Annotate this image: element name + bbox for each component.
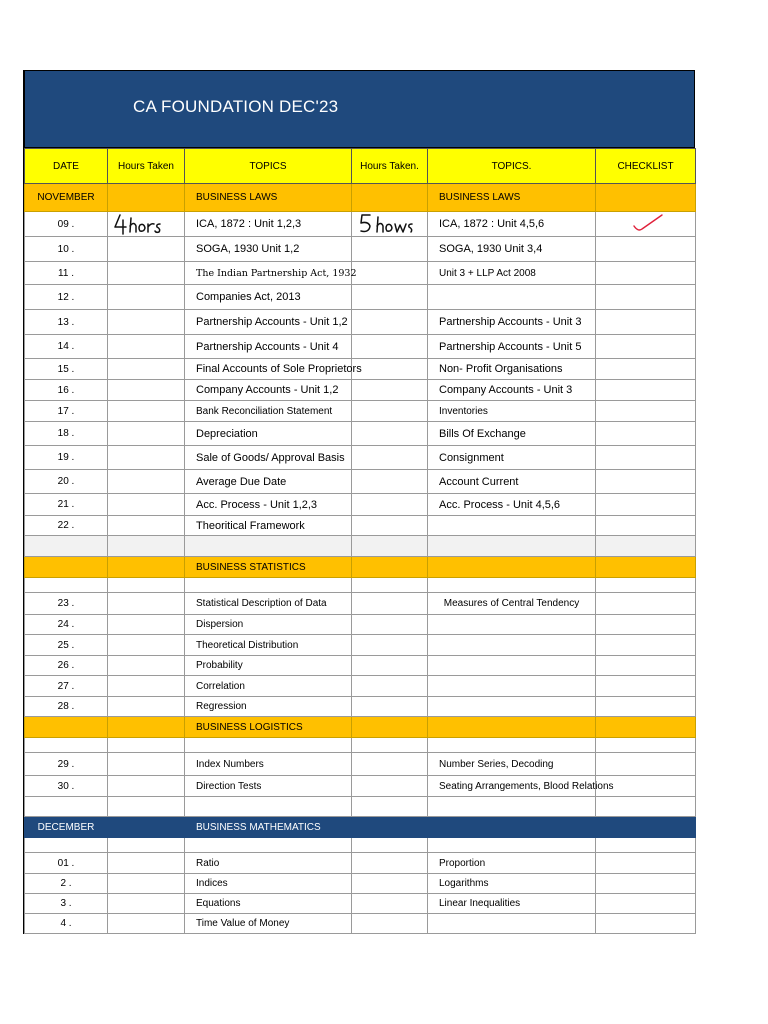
table-row [25, 874, 696, 894]
date-cell: 10 . [25, 237, 108, 262]
checklist-cell [596, 578, 696, 593]
hours-cell-2 [352, 593, 428, 615]
date-cell: 12 . [25, 285, 108, 310]
table-row [25, 697, 696, 717]
planner-sheet [23, 70, 695, 934]
hours-cell-2 [352, 717, 428, 738]
table-row [25, 776, 696, 797]
topic-cell: Partnership Accounts - Unit 4 [185, 335, 352, 359]
table-row [25, 422, 696, 446]
topic-cell-2: Linear Inequalities [428, 894, 596, 914]
hours-cell-2 [352, 635, 428, 656]
topic-cell: Indices [185, 874, 352, 894]
checklist-cell [596, 516, 696, 536]
date-cell [25, 578, 108, 593]
topic-cell: Correlation [185, 676, 352, 697]
hours-cell-2 [352, 853, 428, 874]
date-cell: 4 . [25, 914, 108, 934]
checklist-cell [596, 753, 696, 776]
hours-cell-2 [352, 285, 428, 310]
date-cell [25, 717, 108, 738]
hours-cell-2 [352, 359, 428, 380]
topic-cell-2 [428, 676, 596, 697]
topic-cell-2 [428, 738, 596, 753]
date-cell: NOVEMBER [25, 184, 108, 212]
date-cell: 3 . [25, 894, 108, 914]
date-cell: 15 . [25, 359, 108, 380]
date-cell: 18 . [25, 422, 108, 446]
topic-cell [185, 536, 352, 557]
topic-cell: Statistical Description of Data [185, 593, 352, 615]
hours-cell-2 [352, 262, 428, 285]
table-row [25, 380, 696, 401]
hours-cell-2 [352, 335, 428, 359]
table-row [25, 635, 696, 656]
checklist-cell [596, 335, 696, 359]
checkmark-icon [630, 212, 670, 236]
hours-cell-2 [352, 615, 428, 635]
header-checklist: CHECKLIST [596, 149, 696, 184]
topic-cell-2: BUSINESS LAWS [428, 184, 596, 212]
hours-cell-2 [352, 401, 428, 422]
checklist-cell [596, 446, 696, 470]
topic-cell [185, 797, 352, 817]
hours-cell [108, 212, 185, 237]
hours-cell [108, 738, 185, 753]
topic-cell-2 [428, 516, 596, 536]
topic-cell: BUSINESS MATHEMATICS [185, 817, 352, 838]
table-row [25, 516, 696, 536]
topic-cell-2: Unit 3 + LLP Act 2008 [428, 262, 596, 285]
date-cell: DECEMBER [25, 817, 108, 838]
handwritten-hours-2 [356, 212, 418, 236]
checklist-cell [596, 494, 696, 516]
topic-cell-2: Proportion [428, 853, 596, 874]
table-row [25, 212, 696, 237]
table-row [25, 753, 696, 776]
hours-cell [108, 697, 185, 717]
topic-cell-2: Non- Profit Organisations [428, 359, 596, 380]
hours-cell-2 [352, 212, 428, 237]
topic-cell: Theoretical Distribution [185, 635, 352, 656]
checklist-cell [596, 422, 696, 446]
hours-cell [108, 615, 185, 635]
checklist-cell [596, 557, 696, 578]
topic-cell-2 [428, 285, 596, 310]
topic-cell-2: Inventories [428, 401, 596, 422]
table-row [25, 359, 696, 380]
hours-cell [108, 335, 185, 359]
hours-cell [108, 557, 185, 578]
table-row [25, 797, 696, 817]
topic-cell: Companies Act, 2013 [185, 285, 352, 310]
topic-cell-2: Measures of Central Tendency [428, 593, 596, 615]
date-cell: 01 . [25, 853, 108, 874]
date-cell: 13 . [25, 310, 108, 335]
topic-cell-2 [428, 797, 596, 817]
topic-cell: BUSINESS STATISTICS [185, 557, 352, 578]
table-row [25, 262, 696, 285]
hours-cell-2 [352, 874, 428, 894]
topic-cell: Final Accounts of Sole Proprietors [185, 359, 352, 380]
hours-cell [108, 874, 185, 894]
topic-cell: Equations [185, 894, 352, 914]
table-row [25, 401, 696, 422]
topic-cell-2 [428, 536, 596, 557]
hours-cell [108, 536, 185, 557]
topic-cell-2: Consignment [428, 446, 596, 470]
topic-cell-2 [428, 697, 596, 717]
table-row [25, 838, 696, 853]
topic-cell: BUSINESS LAWS [185, 184, 352, 212]
topic-cell-2: Acc. Process - Unit 4,5,6 [428, 494, 596, 516]
date-cell: 24 . [25, 615, 108, 635]
topic-cell: Ratio [185, 853, 352, 874]
table-row [25, 676, 696, 697]
date-cell [25, 838, 108, 853]
checklist-cell [596, 656, 696, 676]
topic-cell-2 [428, 615, 596, 635]
section-row [25, 557, 696, 578]
hours-cell-2 [352, 494, 428, 516]
hours-cell-2 [352, 797, 428, 817]
checklist-cell [596, 593, 696, 615]
hours-cell [108, 401, 185, 422]
hours-cell-2 [352, 697, 428, 717]
topic-cell-2: SOGA, 1930 Unit 3,4 [428, 237, 596, 262]
hours-cell [108, 753, 185, 776]
hours-cell-2 [352, 817, 428, 838]
table-row [25, 285, 696, 310]
date-cell: 11 . [25, 262, 108, 285]
date-cell: 26 . [25, 656, 108, 676]
topic-cell-2: Bills Of Exchange [428, 422, 596, 446]
checklist-cell [596, 697, 696, 717]
page-title: CA FOUNDATION DEC'23 [133, 97, 339, 116]
topic-cell-2 [428, 557, 596, 578]
hours-cell-2 [352, 557, 428, 578]
hours-cell [108, 656, 185, 676]
checklist-cell [596, 310, 696, 335]
topic-cell-2 [428, 838, 596, 853]
hours-cell [108, 446, 185, 470]
topic-cell: Bank Reconciliation Statement [185, 401, 352, 422]
table-row [25, 335, 696, 359]
header-topics: TOPICS [185, 149, 352, 184]
checklist-cell [596, 817, 696, 838]
table-row [25, 494, 696, 516]
topic-cell: Probability [185, 656, 352, 676]
hours-cell-2 [352, 237, 428, 262]
topic-cell-2: Seating Arrangements, Blood Relations [428, 776, 596, 797]
checklist-cell [596, 401, 696, 422]
checklist-cell [596, 838, 696, 853]
date-cell: 16 . [25, 380, 108, 401]
hours-cell [108, 776, 185, 797]
date-cell [25, 738, 108, 753]
topic-cell: Index Numbers [185, 753, 352, 776]
topic-cell: Theoritical Framework [185, 516, 352, 536]
hours-cell-2 [352, 776, 428, 797]
date-cell: 14 . [25, 335, 108, 359]
topic-cell: Average Due Date [185, 470, 352, 494]
topic-cell: Company Accounts - Unit 1,2 [185, 380, 352, 401]
checklist-cell [596, 874, 696, 894]
topic-cell: Time Value of Money [185, 914, 352, 934]
section-row [25, 717, 696, 738]
hours-cell [108, 817, 185, 838]
topic-cell: BUSINESS LOGISTICS [185, 717, 352, 738]
hours-cell [108, 359, 185, 380]
hours-cell-2 [352, 753, 428, 776]
checklist-cell [596, 212, 696, 237]
checklist-cell [596, 380, 696, 401]
topic-cell-2 [428, 656, 596, 676]
hours-cell-2 [352, 914, 428, 934]
hours-cell [108, 262, 185, 285]
table-row [25, 656, 696, 676]
topic-cell: Depreciation [185, 422, 352, 446]
table-row [25, 237, 696, 262]
header-row [25, 149, 696, 184]
hours-cell-2 [352, 536, 428, 557]
date-cell: 20 . [25, 470, 108, 494]
date-cell: 09 . [25, 212, 108, 237]
table-row [25, 853, 696, 874]
topic-cell [185, 838, 352, 853]
topic-cell-2 [428, 578, 596, 593]
title-banner [24, 70, 695, 148]
header-hours-taken-2: Hours Taken. [352, 149, 428, 184]
header-date: DATE [25, 149, 108, 184]
date-cell: 19 . [25, 446, 108, 470]
table-row [25, 615, 696, 635]
topic-cell [185, 738, 352, 753]
topic-cell-2: Partnership Accounts - Unit 5 [428, 335, 596, 359]
topic-cell-2 [428, 914, 596, 934]
hours-cell [108, 838, 185, 853]
topic-cell-2 [428, 635, 596, 656]
topic-cell-2 [428, 717, 596, 738]
table-row [25, 310, 696, 335]
hours-cell-2 [352, 516, 428, 536]
table-row [25, 914, 696, 934]
section-row [25, 184, 696, 212]
schedule-table [24, 148, 696, 934]
checklist-cell [596, 914, 696, 934]
checklist-cell [596, 717, 696, 738]
checklist-cell [596, 676, 696, 697]
topic-cell: The Indian Partnership Act, 1932 [185, 262, 352, 285]
checklist-cell [596, 237, 696, 262]
checklist-cell [596, 262, 696, 285]
hours-cell-2 [352, 470, 428, 494]
topic-cell-2: Logarithms [428, 874, 596, 894]
hours-cell [108, 578, 185, 593]
date-cell: 25 . [25, 635, 108, 656]
hours-cell [108, 422, 185, 446]
topic-cell: Partnership Accounts - Unit 1,2 [185, 310, 352, 335]
hours-cell [108, 797, 185, 817]
hours-cell-2 [352, 894, 428, 914]
table-row [25, 578, 696, 593]
hours-cell [108, 380, 185, 401]
checklist-cell [596, 285, 696, 310]
topic-cell-2 [428, 817, 596, 838]
table-row [25, 593, 696, 615]
date-cell: 2 . [25, 874, 108, 894]
date-cell [25, 536, 108, 557]
hours-cell-2 [352, 676, 428, 697]
date-cell [25, 797, 108, 817]
checklist-cell [596, 797, 696, 817]
hours-cell-2 [352, 578, 428, 593]
date-cell: 27 . [25, 676, 108, 697]
topic-cell: Dispersion [185, 615, 352, 635]
date-cell: 30 . [25, 776, 108, 797]
topic-cell-2: Company Accounts - Unit 3 [428, 380, 596, 401]
topic-cell: Direction Tests [185, 776, 352, 797]
hours-cell [108, 494, 185, 516]
date-cell: 23 . [25, 593, 108, 615]
hours-cell [108, 237, 185, 262]
date-cell: 17 . [25, 401, 108, 422]
hours-cell-2 [352, 310, 428, 335]
date-cell: 29 . [25, 753, 108, 776]
checklist-cell [596, 635, 696, 656]
table-row [25, 894, 696, 914]
hours-cell-2 [352, 738, 428, 753]
hours-cell [108, 676, 185, 697]
date-cell: 28 . [25, 697, 108, 717]
hours-cell-2 [352, 838, 428, 853]
hours-cell-2 [352, 184, 428, 212]
hours-cell [108, 914, 185, 934]
hours-cell [108, 894, 185, 914]
topic-cell-2: ICA, 1872 : Unit 4,5,6 [428, 212, 596, 237]
topic-cell: SOGA, 1930 Unit 1,2 [185, 237, 352, 262]
hours-cell [108, 717, 185, 738]
checklist-cell [596, 536, 696, 557]
topic-cell: Acc. Process - Unit 1,2,3 [185, 494, 352, 516]
checklist-cell [596, 853, 696, 874]
hours-cell-2 [352, 380, 428, 401]
topic-cell: Regression [185, 697, 352, 717]
hours-cell [108, 285, 185, 310]
checklist-cell [596, 359, 696, 380]
table-row [25, 536, 696, 557]
table-row [25, 470, 696, 494]
checklist-cell [596, 470, 696, 494]
topic-cell [185, 578, 352, 593]
hours-cell [108, 853, 185, 874]
hours-cell [108, 310, 185, 335]
hours-cell [108, 593, 185, 615]
topic-cell: ICA, 1872 : Unit 1,2,3 [185, 212, 352, 237]
date-cell [25, 557, 108, 578]
checklist-cell [596, 894, 696, 914]
checklist-cell [596, 738, 696, 753]
date-cell: 22 . [25, 516, 108, 536]
header-topics-2: TOPICS. [428, 149, 596, 184]
table-row [25, 738, 696, 753]
checklist-cell [596, 184, 696, 212]
hours-cell-2 [352, 656, 428, 676]
hours-cell [108, 635, 185, 656]
table-row [25, 446, 696, 470]
header-hours-taken: Hours Taken [108, 149, 185, 184]
section-row [25, 817, 696, 838]
checklist-cell [596, 615, 696, 635]
hours-cell [108, 470, 185, 494]
handwritten-hours [112, 212, 174, 236]
topic-cell-2: Account Current [428, 470, 596, 494]
topic-cell: Sale of Goods/ Approval Basis [185, 446, 352, 470]
topic-cell-2: Number Series, Decoding [428, 753, 596, 776]
hours-cell-2 [352, 422, 428, 446]
topic-cell-2: Partnership Accounts - Unit 3 [428, 310, 596, 335]
hours-cell-2 [352, 446, 428, 470]
hours-cell [108, 516, 185, 536]
date-cell: 21 . [25, 494, 108, 516]
hours-cell [108, 184, 185, 212]
